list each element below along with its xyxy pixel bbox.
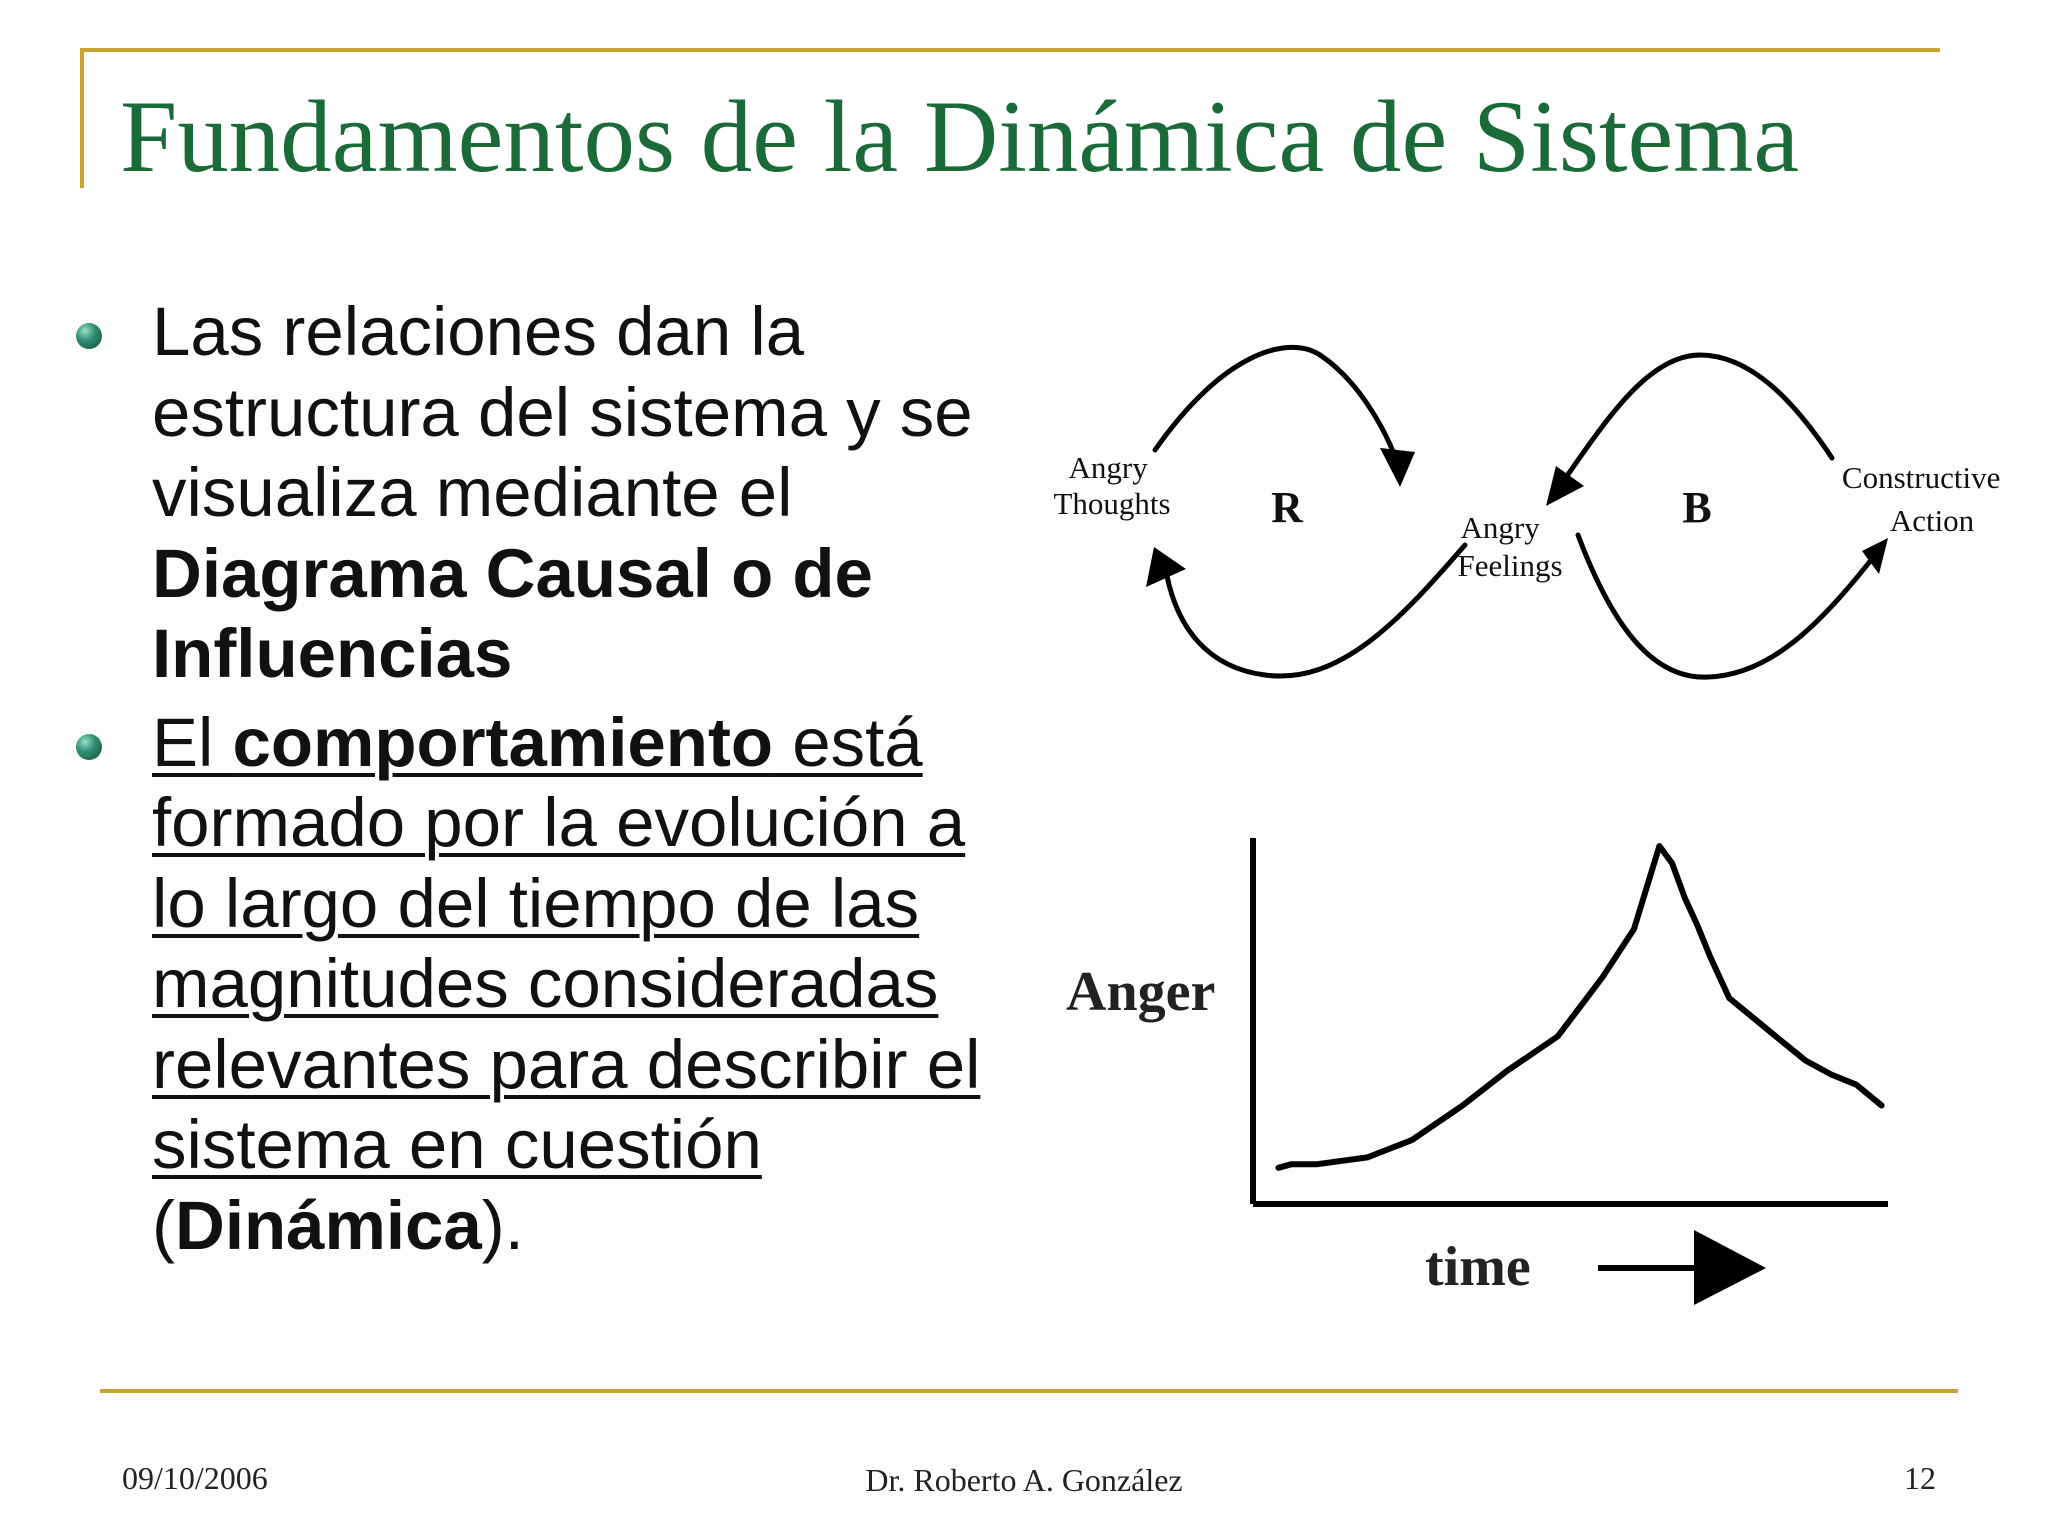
arrowhead <box>1380 448 1415 487</box>
bullet-item-structure <box>72 292 1002 695</box>
top-rule <box>80 48 1940 52</box>
node-label-angry-thoughts <box>1053 450 1170 521</box>
bullet-text <box>152 292 1002 695</box>
loop-label-balancing: B <box>1682 483 1712 532</box>
bullet-bold-term: Diagrama Causal o de Influencias <box>152 534 873 692</box>
bullet-list <box>72 292 1002 1274</box>
node-label-line: Action <box>1889 503 1975 538</box>
footer-author: Dr. Roberto A. González <box>865 1462 1183 1498</box>
node-label-line: Angry <box>1068 450 1148 485</box>
y-axis-label: Anger <box>1066 961 1216 1023</box>
bullet-sphere-icon <box>76 323 102 349</box>
node-label-line: Angry <box>1460 510 1540 545</box>
x-axis-label: time <box>1425 1236 1531 1298</box>
slide-title: Fundamentos de la Dinámica de Sistema <box>120 80 1800 194</box>
node-label-line: Constructive <box>1841 460 2001 495</box>
bullet-bold-term: Dinámica <box>174 1186 482 1264</box>
arrow-thoughts-to-feelings <box>1155 347 1400 470</box>
bullet-sphere-icon <box>76 734 102 760</box>
node-label-constructive-action <box>1842 460 2008 538</box>
arrow-feelings-to-thoughts <box>1165 545 1465 676</box>
node-label-angry-feelings <box>1457 510 1562 583</box>
footer-page-number: 12 <box>1904 1460 1936 1496</box>
arrow-action-to-feelings <box>1557 355 1832 490</box>
node-label-line: Feelings <box>1457 548 1563 583</box>
bullet-text <box>152 703 1002 1267</box>
node-label-line: Thoughts <box>1053 486 1171 521</box>
loop-label-reinforcing: R <box>1271 483 1303 532</box>
left-rule <box>80 48 84 188</box>
anger-over-time-chart <box>1040 820 1900 1320</box>
bullet-text-part: está formado por la evolución a lo largo del tiempo de las magnitudes consideradas relevantes para describir el sistema en cuestión <box>152 703 981 1183</box>
causal-loop-diagram <box>1010 330 2040 690</box>
bullet-bold-term-text: comportamiento <box>232 703 774 781</box>
bullet-text-part: Las relaciones dan la estructura del sistema y se visualiza mediante el <box>152 293 973 531</box>
chart-series-line <box>1278 846 1881 1168</box>
bullet-item-behavior <box>72 703 1002 1267</box>
bullet-text-part: El <box>152 703 233 781</box>
footer-date: 09/10/2006 <box>122 1460 268 1496</box>
arrow-feelings-to-action <box>1578 535 1875 677</box>
bullet-bold-term <box>233 704 774 781</box>
bullet-text-part: ). <box>481 1186 524 1264</box>
time-arrowhead <box>1694 1230 1766 1305</box>
bottom-rule <box>100 1389 1958 1393</box>
arrowhead <box>1546 466 1584 506</box>
bullet-text-part: ( <box>152 1186 175 1264</box>
